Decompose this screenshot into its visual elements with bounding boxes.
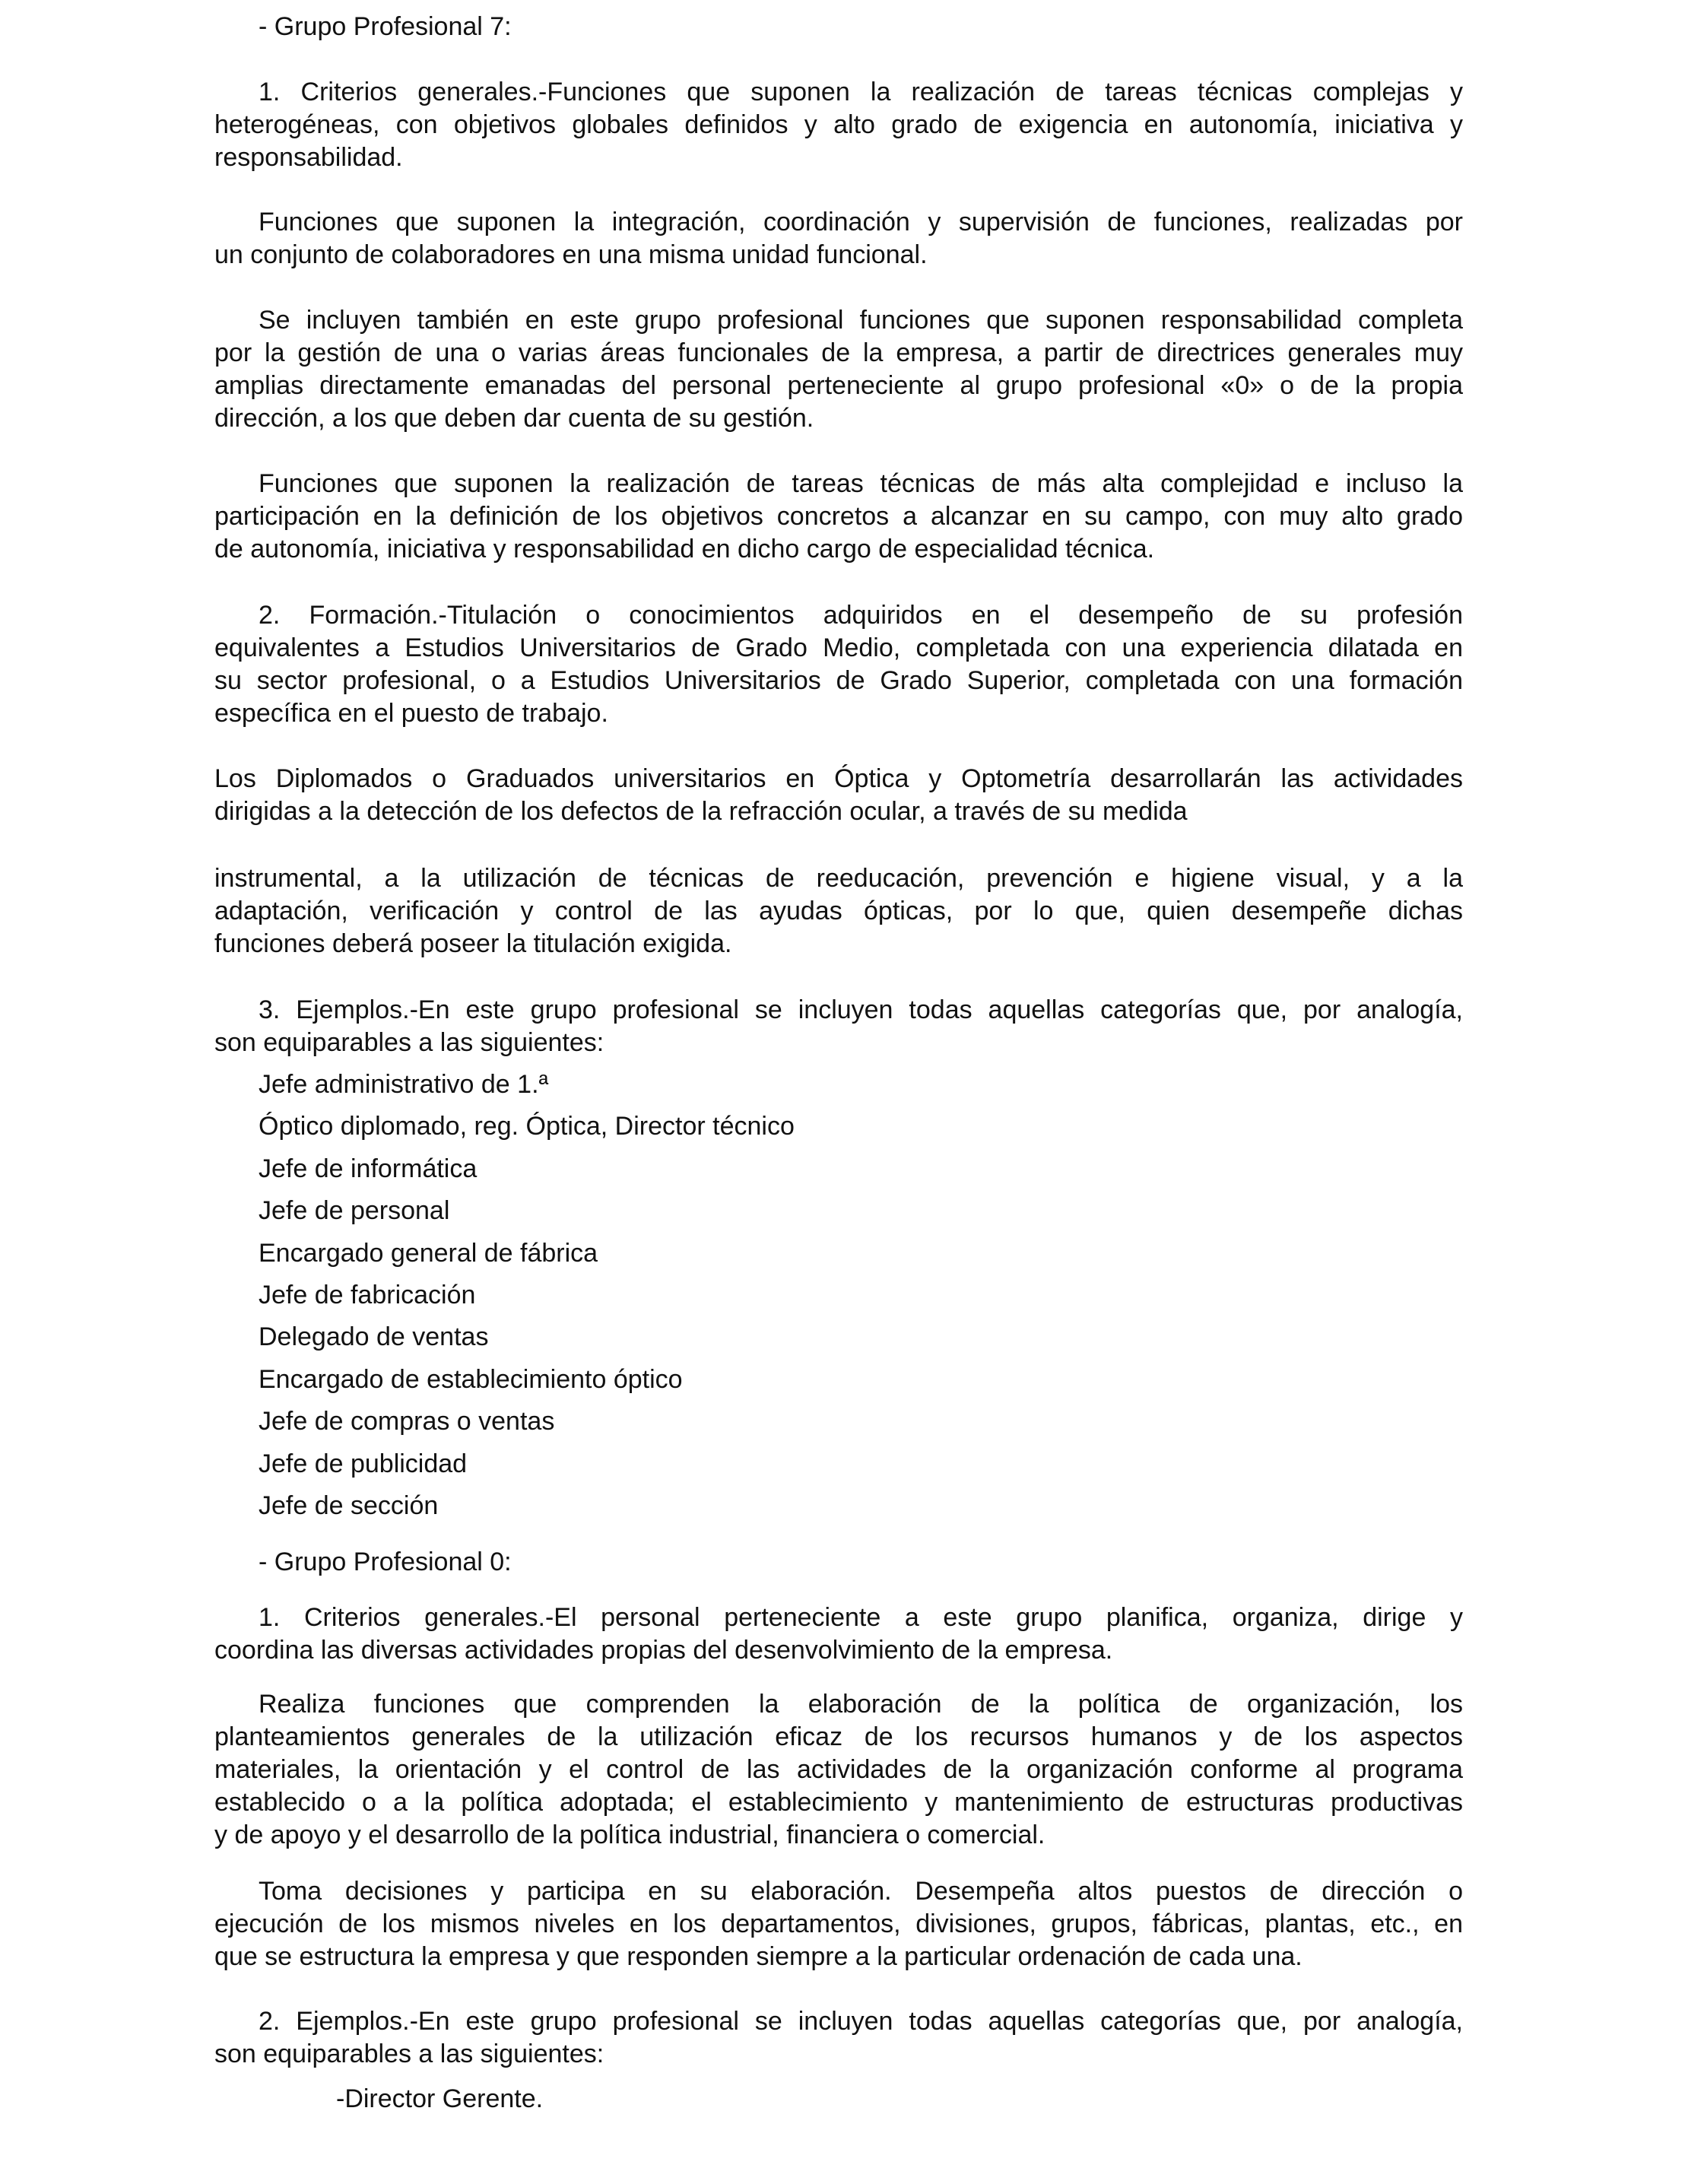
paragraph-line: por la gestión de una o varias áreas funcionales de la empresa, a partir de directrices generales muy	[214, 338, 1463, 367]
paragraph-line: Toma decisiones y participa en su elaboración. Desempeña altos puestos de dirección o	[259, 1877, 1463, 1906]
paragraph-line: 1. Criterios generales.-Funciones que suponen la realización de tareas técnicas complejas y	[259, 78, 1463, 106]
paragraph	[214, 763, 1463, 828]
paragraph	[214, 994, 1463, 1059]
paragraph-line: coordina las diversas actividades propias del desenvolvimiento de la empresa.	[214, 1636, 1113, 1665]
paragraph-line: equivalentes a Estudios Universitarios de Grado Medio, completada con una experiencia dilatada en	[214, 633, 1463, 662]
example-category: Delegado de ventas	[259, 1322, 489, 1352]
paragraph-line: adaptación, verificación y control de las ayudas ópticas, por lo que, quien desempeñe dichas	[214, 897, 1463, 925]
paragraph	[214, 76, 1463, 174]
paragraph-line: establecido o a la política adoptada; el establecimiento y mantenimiento de estructuras productivas	[214, 1788, 1463, 1817]
paragraph-line: Funciones que suponen la realización de tareas técnicas de más alta complejidad e incluso la	[259, 469, 1463, 498]
paragraph-line: Funciones que suponen la integración, coordinación y supervisión de funciones, realizadas por	[259, 208, 1463, 236]
paragraph-line: específica en el puesto de trabajo.	[214, 699, 608, 728]
example-category: Encargado de establecimiento óptico	[259, 1364, 683, 1394]
paragraph-line: heterogéneas, con objetivos globales definidos y alto grado de exigencia en autonomía, iniciativa y	[214, 110, 1463, 139]
paragraph-line: planteamientos generales de la utilización eficaz de los recursos humanos y de los aspectos	[214, 1722, 1463, 1751]
example-category: Jefe de fabricación	[259, 1281, 476, 1309]
paragraph-line: 1. Criterios generales.-El personal perteneciente a este grupo planifica, organiza, dirige y	[259, 1603, 1463, 1632]
paragraph-line: ejecución de los mismos niveles en los departamentos, divisiones, grupos, fábricas, plantas, etc., en	[214, 1909, 1463, 1938]
paragraph-line: Se incluyen también en este grupo profesional funciones que suponen responsabilidad completa	[259, 306, 1463, 335]
paragraph-line: participación en la definición de los objetivos concretos a alcanzar en su campo, con muy alto grado	[214, 502, 1463, 531]
paragraph-line: materiales, la orientación y el control de las actividades de la organización conforme al programa	[214, 1755, 1463, 1784]
paragraph	[214, 862, 1463, 960]
paragraph-line: 2. Ejemplos.-En este grupo profesional se incluyen todas aquellas categorías que, por analogía,	[259, 2007, 1463, 2036]
paragraph-line: que se estructura la empresa y que responden siempre a la particular ordenación de cada una.	[214, 1942, 1302, 1971]
paragraph	[214, 304, 1463, 435]
paragraph	[214, 599, 1463, 730]
paragraph-line: Realiza funciones que comprenden la elaboración de la política de organización, los	[259, 1690, 1463, 1719]
paragraph	[214, 1601, 1463, 1667]
paragraph	[214, 2005, 1463, 2071]
paragraph-line: un conjunto de colaboradores en una misma unidad funcional.	[214, 240, 928, 269]
paragraph-line: amplias directamente emanadas del personal perteneciente al grupo profesional «0» o de la propia	[214, 371, 1463, 400]
paragraph	[214, 1875, 1463, 1973]
example-category: Jefe de personal	[259, 1196, 450, 1226]
section-heading-grupo-0: - Grupo Profesional 0:	[259, 1548, 512, 1576]
paragraph-line: dirigidas a la detección de los defectos de la refracción ocular, a través de su medida	[214, 797, 1188, 826]
paragraph-line: de autonomía, iniciativa y responsabilidad en dicho cargo de especialidad técnica.	[214, 535, 1155, 563]
paragraph-line: 3. Ejemplos.-En este grupo profesional se incluyen todas aquellas categorías que, por analogía,	[259, 995, 1463, 1024]
paragraph-line: son equiparables a las siguientes:	[214, 1028, 604, 1057]
example-category: Encargado general de fábrica	[259, 1238, 598, 1268]
example-category: -Director Gerente.	[336, 2084, 544, 2113]
paragraph	[214, 1688, 1463, 1852]
example-category: Jefe de informática	[259, 1154, 478, 1183]
paragraph-line: responsabilidad.	[214, 143, 403, 172]
paragraph-line: 2. Formación.-Titulación o conocimientos adquiridos en el desempeño de su profesión	[259, 601, 1463, 630]
example-category: Óptico diplomado, reg. Óptica, Director técnico	[259, 1112, 795, 1141]
paragraph	[214, 206, 1463, 271]
paragraph-line: instrumental, a la utilización de técnicas de reeducación, prevención e higiene visual, y a la	[214, 864, 1463, 893]
example-category: Jefe administrativo de 1.ª	[259, 1070, 549, 1099]
example-category: Jefe de sección	[259, 1491, 439, 1520]
example-category: Jefe de compras o ventas	[259, 1407, 555, 1436]
paragraph-line: son equiparables a las siguientes:	[214, 2040, 604, 2068]
paragraph-line: dirección, a los que deben dar cuenta de su gestión.	[214, 404, 814, 433]
paragraph	[214, 468, 1463, 566]
paragraph-line: su sector profesional, o a Estudios Universitarios de Grado Superior, completada con una formación	[214, 666, 1463, 695]
paragraph-line: y de apoyo y el desarrollo de la política industrial, financiera o comercial.	[214, 1821, 1045, 1849]
paragraph-line: funciones deberá poseer la titulación exigida.	[214, 929, 732, 958]
example-category: Jefe de publicidad	[259, 1449, 468, 1478]
paragraph-line: Los Diplomados o Graduados universitarios en Óptica y Optometría desarrollarán las actividades	[214, 764, 1463, 793]
section-heading-grupo-7: - Grupo Profesional 7:	[259, 12, 512, 41]
